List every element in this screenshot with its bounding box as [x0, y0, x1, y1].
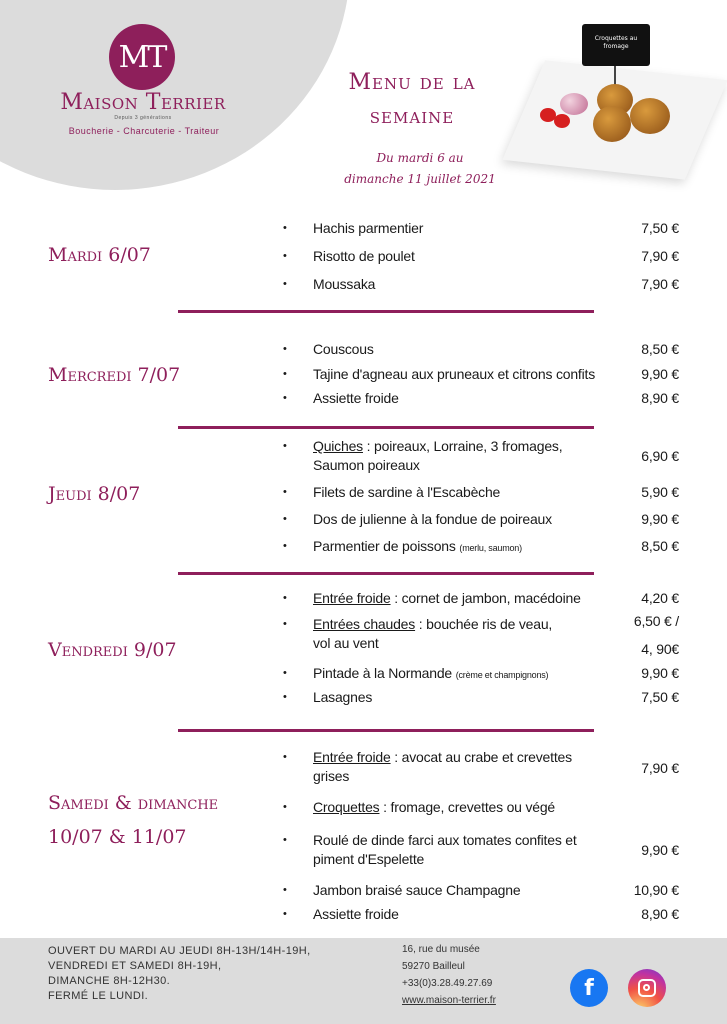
- item-text: Assiette froide: [313, 906, 399, 922]
- address: 16, rue du musée: [402, 944, 480, 955]
- item-price: 7,90 €: [641, 248, 679, 264]
- phone: +33(0)3.28.49.27.69: [402, 978, 493, 989]
- instagram-icon[interactable]: [628, 969, 666, 1007]
- item-lead: Entrée froide: [313, 590, 391, 606]
- item-lead: Croquettes: [313, 799, 380, 815]
- bullet-icon: •: [283, 667, 287, 679]
- radish-image: [560, 93, 588, 115]
- bullet-icon: •: [283, 343, 287, 355]
- item-price: 9,90 €: [641, 511, 679, 527]
- item-text: Hachis parmentier: [313, 220, 424, 236]
- item-price: 7,90 €: [641, 276, 679, 292]
- menu-dates-line1: Du mardi 6 au: [376, 151, 464, 165]
- item-price: 6,50 € /: [633, 613, 679, 629]
- item-text: [313, 437, 583, 475]
- item-text: [313, 664, 613, 685]
- item-text: Risotto de poulet: [313, 248, 415, 264]
- item-text: Roulé de dinde farci aux tomates confites et piment d'Espelette: [313, 832, 577, 867]
- bullet-icon: •: [283, 801, 287, 813]
- bullet-icon: •: [283, 691, 287, 703]
- day-label-jeudi: Jeudi 8/07: [48, 483, 141, 505]
- item-price: 8,50 €: [641, 538, 679, 554]
- section-divider: [178, 729, 594, 732]
- item-note: (crème et champignons): [455, 670, 549, 680]
- item-price-alt: 4, 90€: [641, 641, 679, 657]
- bullet-icon: •: [283, 751, 287, 763]
- croquette-image: [630, 98, 670, 134]
- logo-monogram: MT: [109, 24, 175, 90]
- item-text: Tajine d'agneau aux pruneaux et citrons confits: [313, 366, 596, 382]
- sign-line2: fromage: [603, 43, 629, 50]
- item-price: 8,90 €: [641, 390, 679, 406]
- website-link[interactable]: www.maison-terrier.fr: [402, 995, 496, 1006]
- hours-line: OUVERT DU MARDI AU JEUDI 8H-13H/14H-19H,: [48, 945, 311, 957]
- bullet-icon: •: [283, 222, 287, 234]
- item-name: Pintade à la Normande: [313, 665, 452, 681]
- hours-line: DIMANCHE 8H-12H30.: [48, 975, 171, 987]
- item-text: [313, 748, 603, 786]
- bullet-icon: •: [283, 908, 287, 920]
- bullet-icon: •: [283, 618, 287, 630]
- item-detail: : fromage, crevettes ou végé: [379, 799, 556, 815]
- day-label-samedi-dimanche: Samedi & dimanche: [48, 792, 219, 814]
- brand-tagline: Boucherie - Charcuterie - Traiteur: [68, 126, 220, 136]
- item-price: 7,50 €: [641, 689, 679, 705]
- bullet-icon: •: [283, 368, 287, 380]
- instagram-glyph-icon: [638, 979, 656, 997]
- item-text: Filets de sardine à l'Escabèche: [313, 484, 501, 500]
- item-note: (merlu, saumon): [459, 543, 522, 553]
- item-price: 8,90 €: [641, 906, 679, 922]
- facebook-icon[interactable]: f: [570, 969, 608, 1007]
- item-lead: Quiches: [313, 438, 363, 454]
- bullet-icon: •: [283, 440, 287, 452]
- brand-name: Maison Terrier: [60, 90, 226, 115]
- item-text: [313, 615, 573, 653]
- item-detail: : avocat au crabe et crevettes grises: [313, 749, 572, 784]
- bullet-icon: •: [283, 513, 287, 525]
- item-detail: : poireaux, Lorraine, 3 fromages, Saumon poireaux: [313, 438, 563, 473]
- bullet-icon: •: [283, 250, 287, 262]
- hours-line: VENDREDI ET SAMEDI 8H-19H,: [48, 960, 222, 972]
- item-price: 9,90 €: [641, 842, 679, 858]
- item-text: Jambon braisé sauce Champagne: [313, 882, 521, 898]
- bullet-icon: •: [283, 884, 287, 896]
- menu-dates: [320, 148, 520, 190]
- sign-line1: Croquettes au: [594, 35, 638, 42]
- croquettes-sign: [582, 24, 650, 66]
- item-price: 9,90 €: [641, 665, 679, 681]
- city: 59270 Bailleul: [402, 961, 465, 972]
- section-divider: [178, 426, 594, 429]
- item-price: 4,20 €: [641, 590, 679, 606]
- item-text: [313, 798, 613, 817]
- item-text: Dos de julienne à la fondue de poireaux: [313, 511, 552, 527]
- item-detail: : bouchée ris de veau, vol au vent: [313, 616, 553, 651]
- menu-title-line2: semaine: [369, 104, 455, 129]
- bullet-icon: •: [283, 486, 287, 498]
- item-text: Couscous: [313, 341, 374, 357]
- item-text: [313, 589, 613, 608]
- contact-info: [402, 941, 496, 1009]
- hours-line: FERMÉ LE LUNDI.: [48, 990, 149, 1002]
- tomato-image: [554, 114, 570, 128]
- bullet-icon: •: [283, 278, 287, 290]
- item-text: Lasagnes: [313, 689, 373, 705]
- menu-title: [322, 66, 502, 134]
- opening-hours: [48, 944, 311, 1004]
- day-label-mardi: Mardi 6/07: [48, 244, 151, 266]
- item-text: [313, 537, 613, 558]
- item-text: Assiette froide: [313, 390, 399, 406]
- brand-since: Depuis 3 générations: [114, 115, 172, 121]
- section-divider: [178, 310, 594, 313]
- item-price: 5,90 €: [641, 484, 679, 500]
- menu-dates-line2: dimanche 11 juillet 2021: [344, 172, 496, 186]
- item-price: 8,50 €: [641, 341, 679, 357]
- bullet-icon: •: [283, 834, 287, 846]
- day-label-dates: 10/07 & 11/07: [48, 826, 187, 848]
- item-price: 7,90 €: [641, 760, 679, 776]
- item-price: 10,90 €: [633, 882, 679, 898]
- item-detail: : cornet de jambon, macédoine: [390, 590, 581, 606]
- item-name: Parmentier de poissons: [313, 538, 456, 554]
- item-price: 7,50 €: [641, 220, 679, 236]
- item-lead: Entrée froide: [313, 749, 391, 765]
- day-label-vendredi: Vendredi 9/07: [48, 639, 177, 661]
- item-price: 9,90 €: [641, 366, 679, 382]
- bullet-icon: •: [283, 592, 287, 604]
- bullet-icon: •: [283, 540, 287, 552]
- day-label-mercredi: Mercredi 7/07: [48, 364, 181, 386]
- bullet-icon: •: [283, 392, 287, 404]
- item-lead: Entrées chaudes: [313, 616, 416, 632]
- item-text: Moussaka: [313, 276, 376, 292]
- croquette-image: [593, 106, 631, 142]
- item-price: 6,90 €: [641, 448, 679, 464]
- menu-title-line1: Menu de la: [348, 70, 476, 95]
- section-divider: [178, 572, 594, 575]
